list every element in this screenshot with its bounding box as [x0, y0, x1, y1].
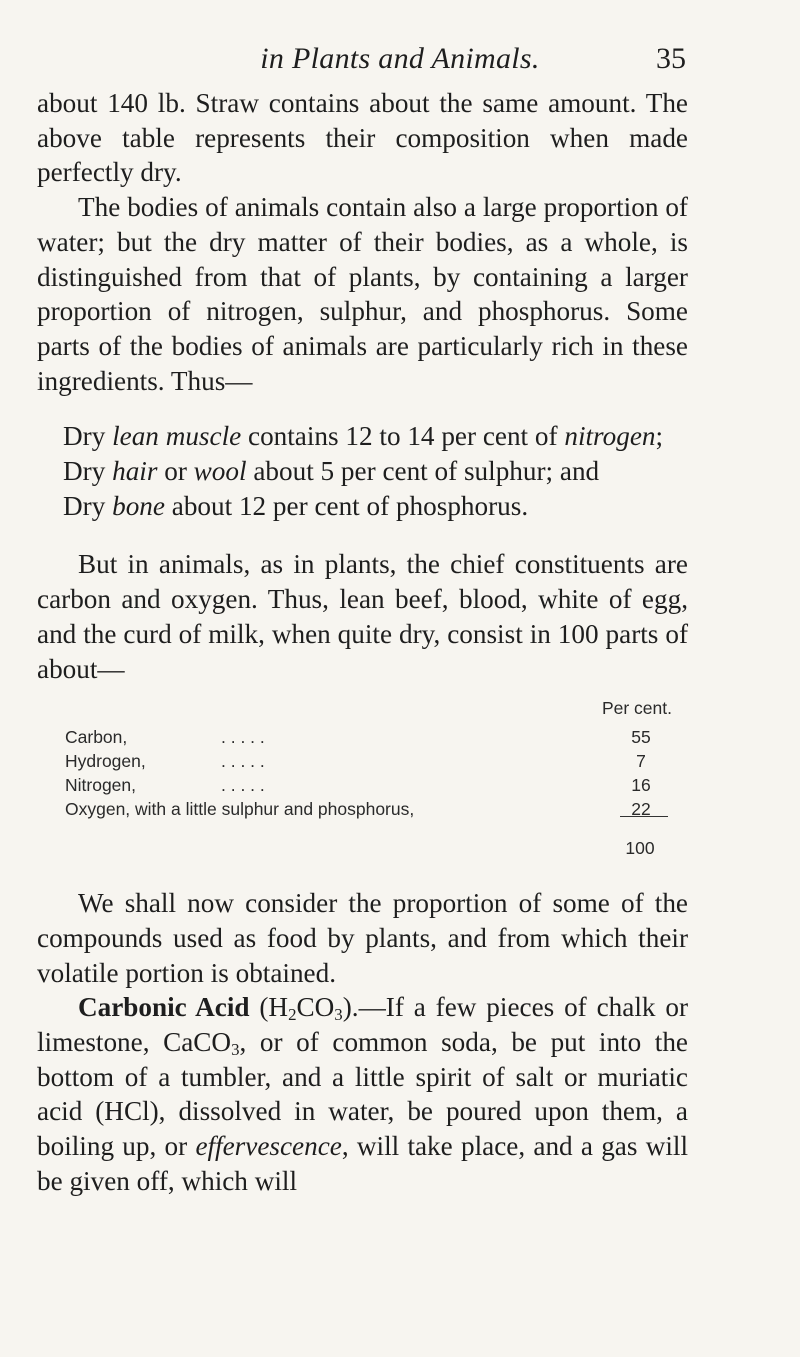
page-header	[0, 42, 800, 82]
paragraph-3: But in animals, as in plants, the chief constituents are carbon and oxygen. Thus, lean beef, blood, white of egg, and the curd of milk, when quite dry, consist in 100 parts of about—	[37, 549, 688, 684]
total-rule	[620, 816, 668, 817]
page-body	[37, 86, 688, 1199]
table-header: Per cent.	[601, 698, 672, 719]
table-row	[65, 744, 685, 772]
emphasis-text: effervescence	[195, 1131, 342, 1162]
row-label: Nitrogen,	[65, 775, 137, 796]
table-row	[65, 720, 685, 748]
list-item: Dry bone about 12 per cent of phosphorus.	[63, 490, 529, 521]
row-leader: . . . . .	[221, 751, 265, 772]
row-value: 7	[636, 751, 646, 772]
section-heading: Carbonic Acid	[78, 992, 250, 1023]
row-leader: . . . . .	[221, 775, 265, 796]
paragraph-2: The bodies of animals contain also a large proportion of water; but the dry matter of their bodies, as a whole, is distinguished from that of plants, by containing a larger proportion of nitrogen, sulphur, and phosphorus. Some parts of the bodies of animals are particularly rich in these ingredients. Thus—	[37, 192, 688, 396]
table-total: 100	[625, 838, 655, 859]
row-value: 22	[631, 799, 651, 820]
paragraph-1: about 140 lb. Straw contains about the same amount. The above table represents their composition when made perfectly dry.	[37, 88, 688, 188]
table-row	[65, 768, 685, 796]
row-value: 16	[631, 775, 651, 796]
page-number: 35	[656, 42, 686, 75]
running-title: in Plants and Animals.	[260, 42, 540, 75]
table-row	[65, 792, 685, 820]
row-value: 55	[631, 727, 651, 748]
composition-table	[37, 686, 688, 886]
composition-list	[37, 419, 688, 523]
list-item: Dry lean muscle contains 12 to 14 per cent of nitrogen;	[63, 421, 664, 452]
paragraph-5: Carbonic Acid $(H_2CO_3).—If$ a few pieces of chalk or limestone, CaCO$_3$, or of common soda, be put into the bottom of a tumbler, and a little spirit of salt or muriatic acid (HCl), dissolved in water, be poured upon them, a boiling up, or effervescence, will take place, and a gas will be given off, which will	[37, 992, 689, 1196]
row-label: Oxygen, with a little sulphur and phosphorus,	[65, 799, 415, 820]
row-label: Carbon,	[65, 727, 128, 748]
row-label: Hydrogen,	[65, 751, 146, 772]
row-leader: . . . . .	[221, 727, 265, 748]
list-item: Dry hair or wool about 5 per cent of sulphur; and	[63, 456, 600, 487]
paragraph-4: We shall now consider the proportion of some of the compounds used as food by plants, and from which their volatile portion is obtained.	[37, 888, 688, 988]
